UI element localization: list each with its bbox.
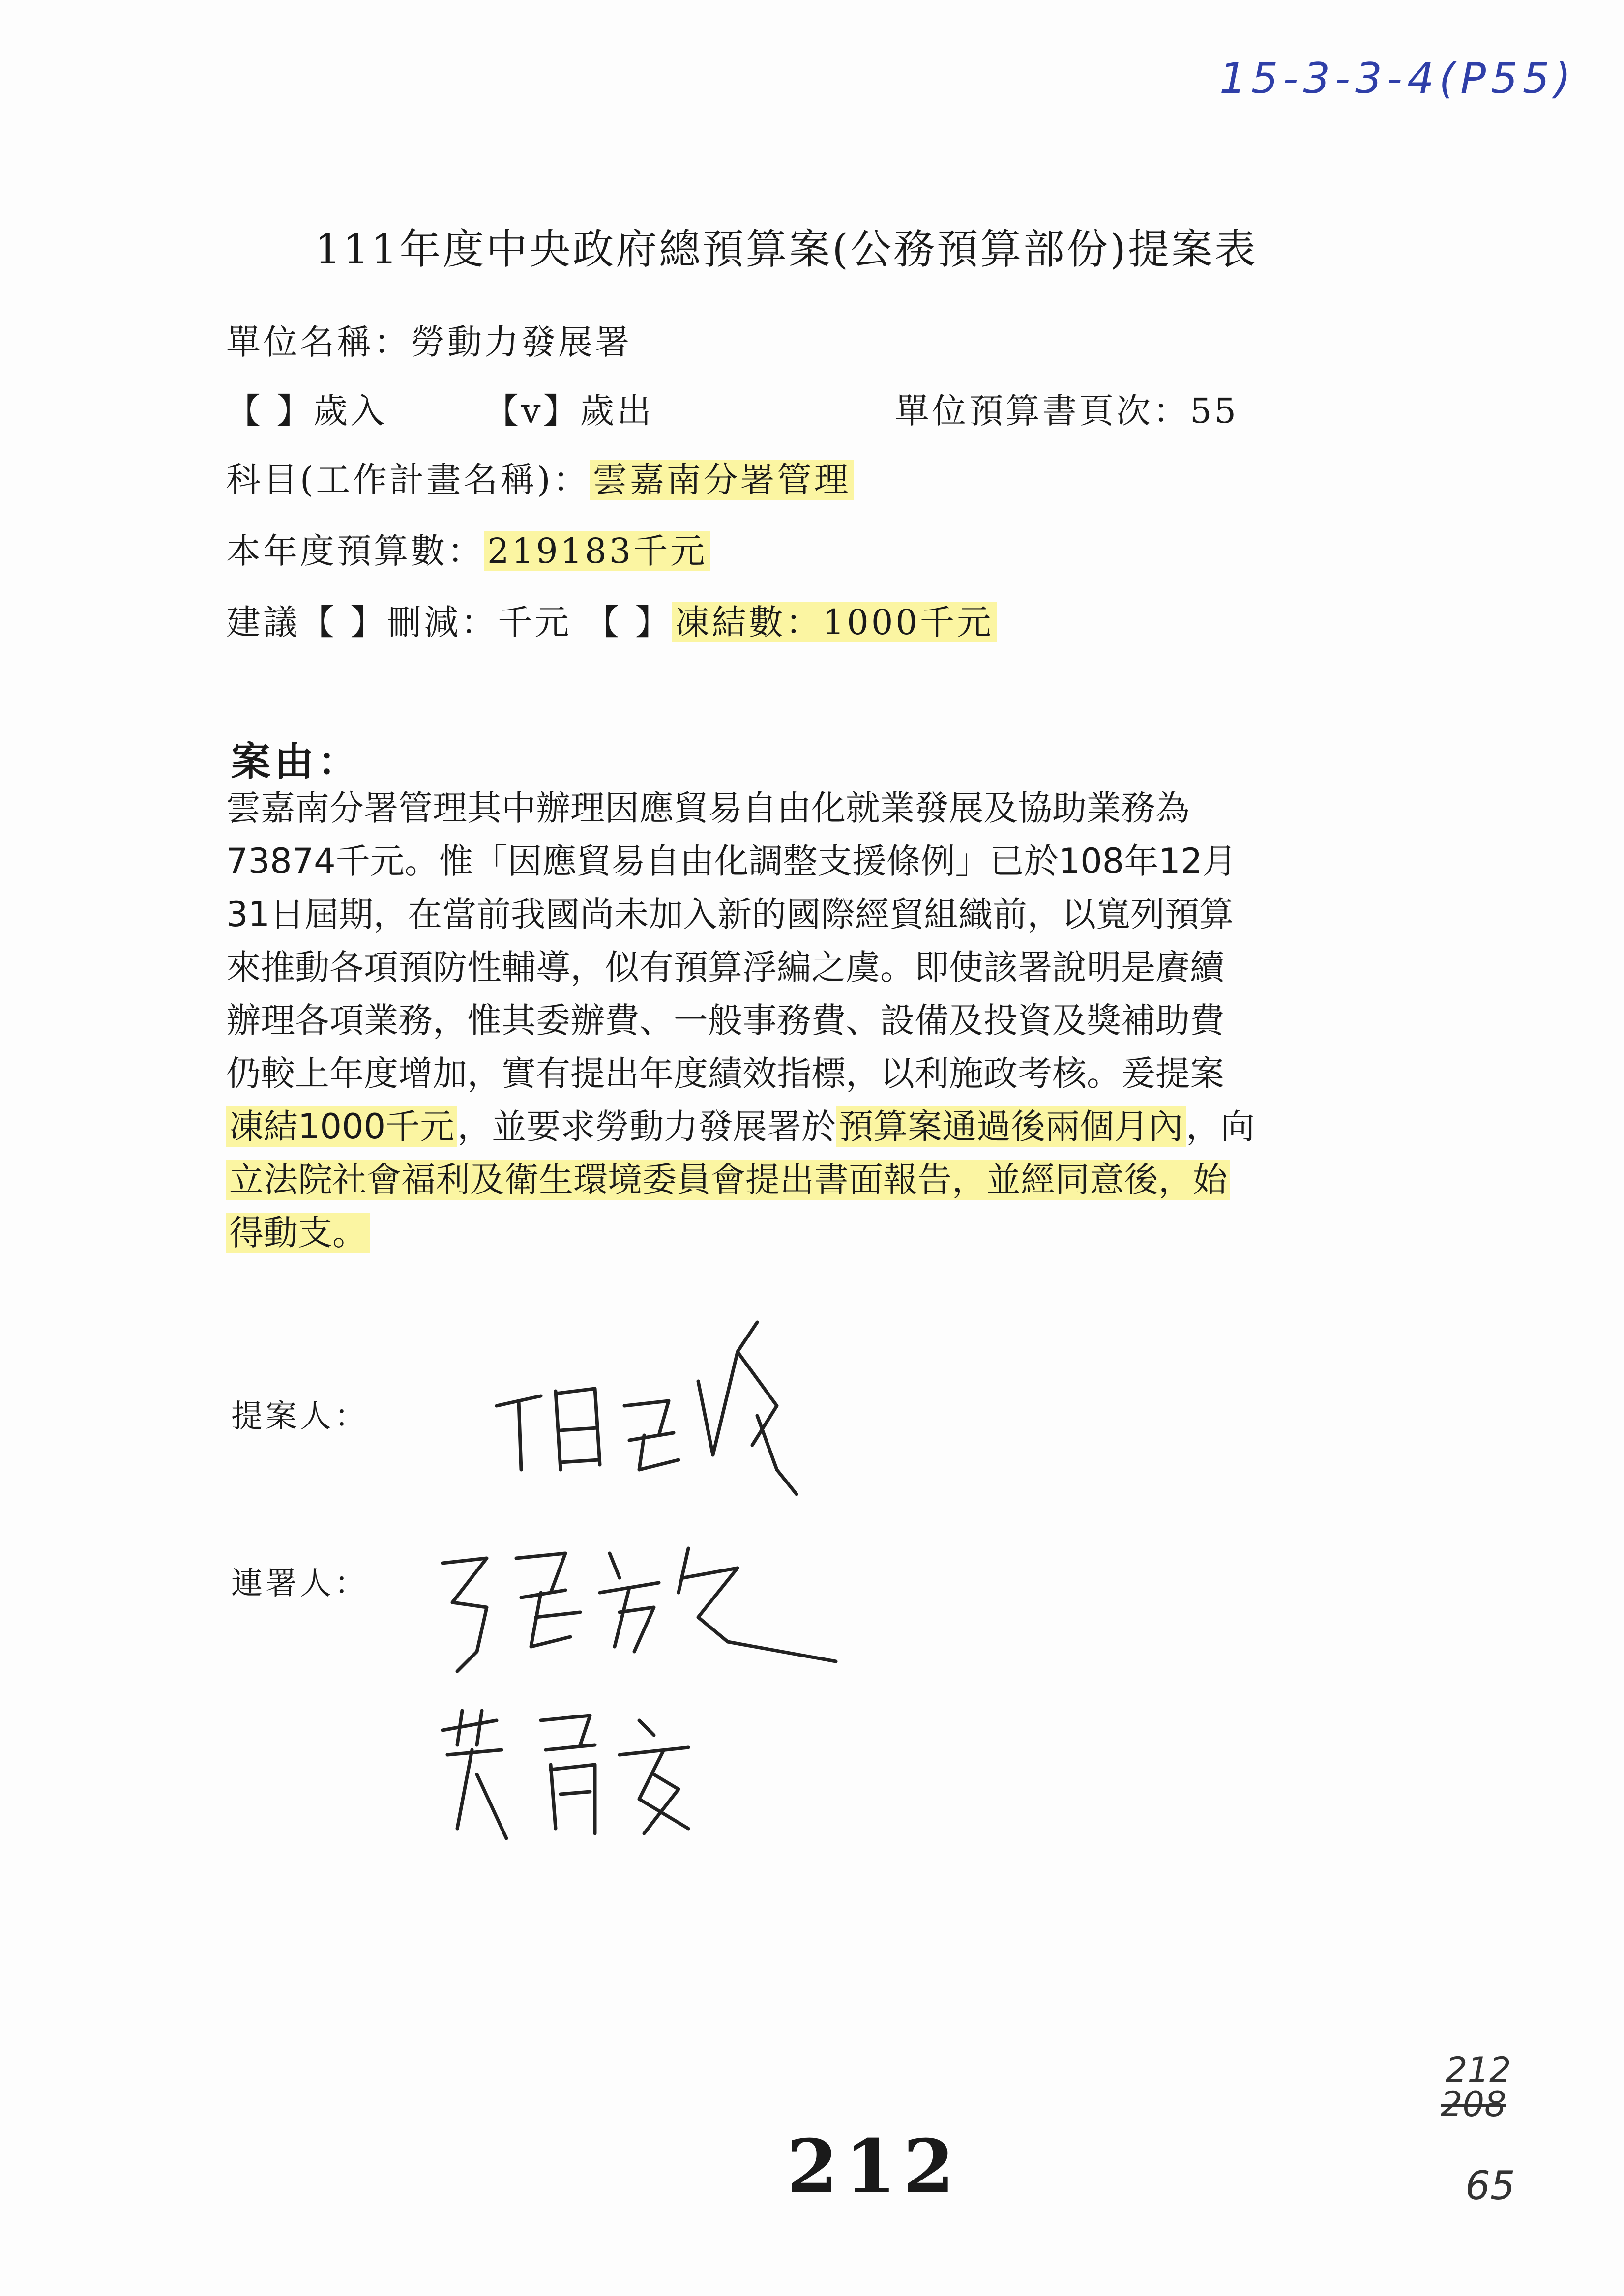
highlight-deadline: 預算案通過後兩個月內: [836, 1106, 1186, 1147]
budget-value: 219183千元: [484, 531, 710, 571]
reason-line: [226, 1153, 1416, 1206]
highlight-report: 立法院社會福利及衛生環境委員會提出書面報告，並經同意後，始: [226, 1160, 1230, 1200]
subject-label: 科目(工作計畫名稱)：: [226, 460, 590, 500]
reason-line: 雲嘉南分署管理其中辦理因應貿易自由化就業發展及協助業務為: [226, 788, 1190, 828]
subject-row: [226, 452, 854, 502]
proposer-signature: [482, 1308, 865, 1524]
highlight-release: 得動支。: [226, 1213, 370, 1253]
expense-checkbox: 【v】歲出: [484, 391, 654, 431]
proposer-label: 提案人：: [231, 1398, 369, 1435]
highlight-freeze: 凍結1000千元: [226, 1106, 457, 1147]
handwritten-doc-code: 15-3-3-4(P55): [1219, 54, 1576, 103]
reason-line: 仍較上年度增加，實有提出年度績效指標，以利施政考核。爰提案: [226, 1053, 1224, 1094]
subject-value: 雲嘉南分署管理: [590, 460, 854, 500]
freeze-value: 凍結數：1000千元: [672, 602, 997, 642]
reason-line: 來推動各項預防性輔導，似有預算浮編之虞。即使該署說明是賡續: [226, 947, 1224, 988]
cosigner-signature-1: [423, 1534, 856, 1711]
budget-book-page-ref: 單位預算書頁次：55: [895, 391, 1239, 431]
reason-line: 31日屆期，在當前我國尚未加入新的國際經貿組織前，以寬列預算: [226, 894, 1234, 934]
reason-line: 73874千元。惟「因應貿易自由化調整支援條例」已於108年12月: [226, 841, 1237, 881]
corner-note-bottom: 65: [1465, 2163, 1515, 2209]
cosigner-signature-2: [433, 1701, 738, 1858]
reason-line: [226, 1206, 1416, 1259]
reason-text: ，向: [1186, 1106, 1255, 1147]
reason-text: ，並要求勞動力發展署於: [457, 1106, 836, 1147]
budget-row: [226, 523, 710, 573]
unit-name: 單位名稱：勞動力發展署: [226, 322, 632, 362]
page-number: 212: [787, 2123, 962, 2210]
corner-note-struck: 208: [1441, 2084, 1506, 2124]
reason-line: 辦理各項業務，惟其委辦費、一般事務費、設備及投資及獎補助費: [226, 1000, 1224, 1041]
budget-label: 本年度預算數：: [226, 531, 484, 571]
corner-note-top: 212: [1446, 2050, 1511, 2090]
reason-heading: 案由：: [231, 739, 361, 785]
form-title: 111年度中央政府總預算案(公務預算部份)提案表: [315, 225, 1258, 273]
suggestion-prefix: 建議【 】刪減：千元 【 】: [226, 602, 672, 642]
revenue-checkbox: 【 】歲入: [226, 391, 387, 431]
cosigner-label: 連署人：: [231, 1566, 369, 1602]
reason-paragraph: [226, 782, 1416, 1259]
reason-line: [226, 1100, 1416, 1153]
suggestion-row: [226, 595, 997, 644]
